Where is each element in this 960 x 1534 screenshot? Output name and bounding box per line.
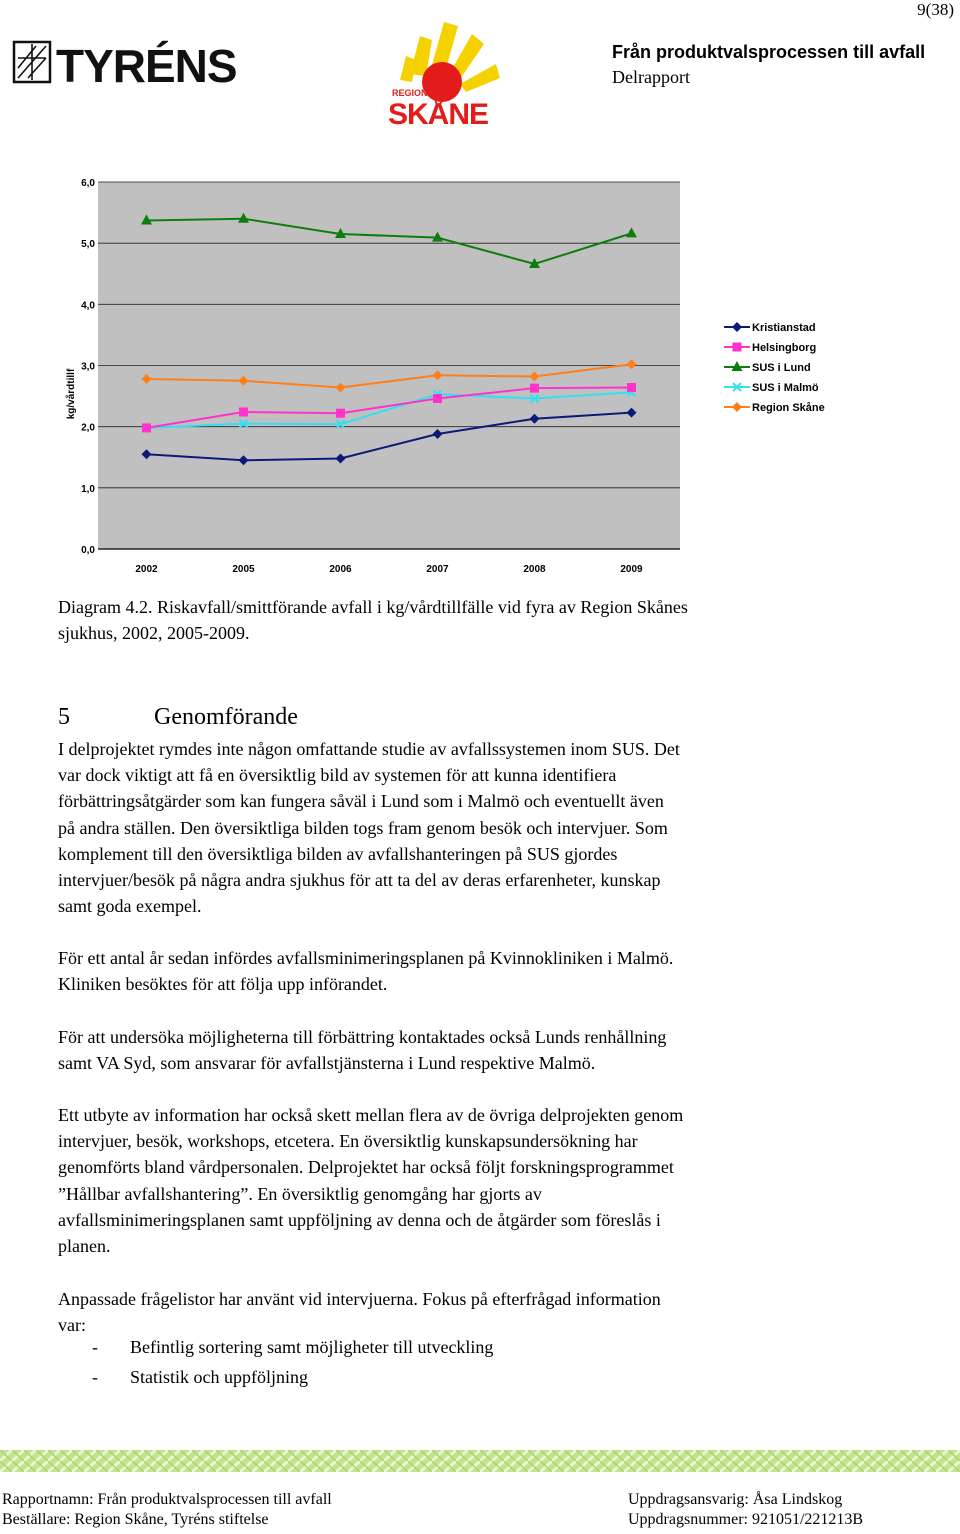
legend-item [724,382,819,394]
paragraph-2 [58,945,828,997]
legend-marker [732,402,742,412]
legend-marker [732,322,742,332]
text-line: För att undersöka möjligheterna till förbättring kontaktades också Lunds renhållning [58,1027,667,1047]
text-line: var: [58,1315,86,1336]
y-tick-label: 1,0 [81,483,95,495]
paragraph-1 [58,736,828,919]
x-tick-label: 2008 [523,564,546,575]
y-tick-label: 2,0 [81,422,95,434]
legend-label: Helsingborg [752,342,817,354]
document-title: Från produktvalsprocessen till avfall [612,42,926,62]
section-number: 5 [58,704,70,730]
x-tick-label: 2002 [135,564,158,575]
x-tick-label: 2007 [426,564,449,575]
x-tick-label: 2009 [620,564,643,575]
text-line: genomförts bland vårdpersonalen. Delprojektet har också följt forskningsprogrammet [58,1157,674,1178]
tyrens-wordmark: TYRÉNS [56,40,237,88]
text-line: komplement till den översiktliga bilden av avfallshanteringen på SUS gjordes [58,843,618,864]
legend-item [724,361,811,374]
y-tick-labels [81,178,95,556]
text-line: på andra ställen. Den översiktliga bilden togs fram genom besök och intervjuer. Som [58,817,668,838]
text-line: Kliniken besöktes för att följa upp införandet. [58,974,388,995]
footer-responsible: Uppdragsansvarig: Åsa Lindskog [628,1491,843,1508]
y-tick-label: 4,0 [81,300,95,312]
text-line: Ett utbyte av information har också skett mellan flera av de övriga delprojekten genom [58,1105,684,1125]
tyrens-logo [12,38,252,88]
text-line: I delprojektet rymdes inte någon omfattande studie av avfallssystemen inom SUS. Det [58,739,680,759]
data-point [336,409,345,418]
x-tick-label: 2006 [329,564,352,575]
paragraph-4 [58,1102,828,1259]
region-skane-logo [386,16,510,128]
data-point [239,407,248,416]
legend-item [724,322,816,334]
data-point [627,383,636,392]
text-line: intervjuer, besök, workshops, etcetera. En översiktlig kunskapsundersökning har [58,1131,638,1152]
text-line: planen. [58,1236,111,1257]
section-title: Genomförande [154,704,298,730]
list-text: Statistik och uppföljning [130,1367,308,1387]
footer-assignment-number: Uppdragsnummer: 921051/221213B [628,1511,864,1528]
data-point [530,384,539,393]
list-dash: - [92,1337,98,1357]
text-line: förbättringsåtgärder som kan fungera såväl i Lund som i Malmö och eventuellt även [58,791,664,812]
text-line: intervjuer/besök på några andra sjukhus för att ta del av deras erfarenheter, kunskap [58,870,661,891]
data-point [142,423,151,432]
text-line: var dock viktigt att få en översiktlig bild av systemen för att kunna identifiera [58,765,617,786]
legend-label: SUS i Malmö [752,382,819,394]
paragraph-5 [58,1286,828,1338]
text-line: avfallsminimeringsplanen samt uppföljning av denna och de åtgärder som föreslås i [58,1209,661,1230]
legend-item [724,342,816,354]
footer-client: Beställare: Region Skåne, Tyréns stiftelse [2,1511,269,1528]
text-line: För ett antal år sedan infördes avfallsminimeringsplanen på Kvinnokliniken i Malmö. [58,948,674,968]
figure-caption-line-1: Diagram 4.2. Riskavfall/smittförande avfall i kg/vårdtillfälle vid fyra av Region Skånes [58,597,688,617]
x-tick-labels [135,564,643,575]
data-point [433,394,442,403]
legend [724,322,825,414]
footer-pattern-band [0,1450,960,1472]
document-subtitle: Delrapport [612,67,690,87]
region-label: REGION [392,88,428,98]
text-line: samt VA Syd, som ansvarar för avfallstjänsterna i Lund respektive Malmö. [58,1053,596,1074]
line-chart [60,172,850,580]
page-number: 9(38) [917,0,954,19]
y-tick-label: 3,0 [81,361,95,373]
text-line: ”Hållbar avfallshantering”. En översiktlig genomgång har gjorts av [58,1183,542,1204]
section-heading [58,704,298,731]
legend-label: Kristianstad [752,322,816,334]
legend-label: Region Skåne [752,402,825,414]
paragraph-3 [58,1024,828,1076]
skane-wordmark: SKÅNE [388,98,489,128]
legend-label: SUS i Lund [752,362,811,374]
x-tick-label: 2005 [232,564,255,575]
y-tick-label: 5,0 [81,239,95,251]
text-line: samt goda exempel. [58,896,202,917]
legend-marker [733,343,742,352]
figure-caption-line-2: sjukhus, 2002, 2005-2009. [58,623,250,643]
list-item [92,1367,308,1388]
list-item [92,1337,493,1358]
list-text: Befintlig sortering samt möjligheter till utveckling [130,1337,494,1357]
y-axis-label: kg/vårdtillf [66,368,77,420]
legend-item [724,402,825,414]
text-line: Anpassade frågelistor har använt vid intervjuerna. Fokus på efterfrågad information [58,1289,661,1309]
y-tick-label: 6,0 [81,178,95,189]
footer-report-name: Rapportnamn: Från produktvalsprocessen till avfall [2,1491,332,1508]
y-tick-label: 0,0 [81,545,95,556]
list-dash: - [92,1367,98,1387]
